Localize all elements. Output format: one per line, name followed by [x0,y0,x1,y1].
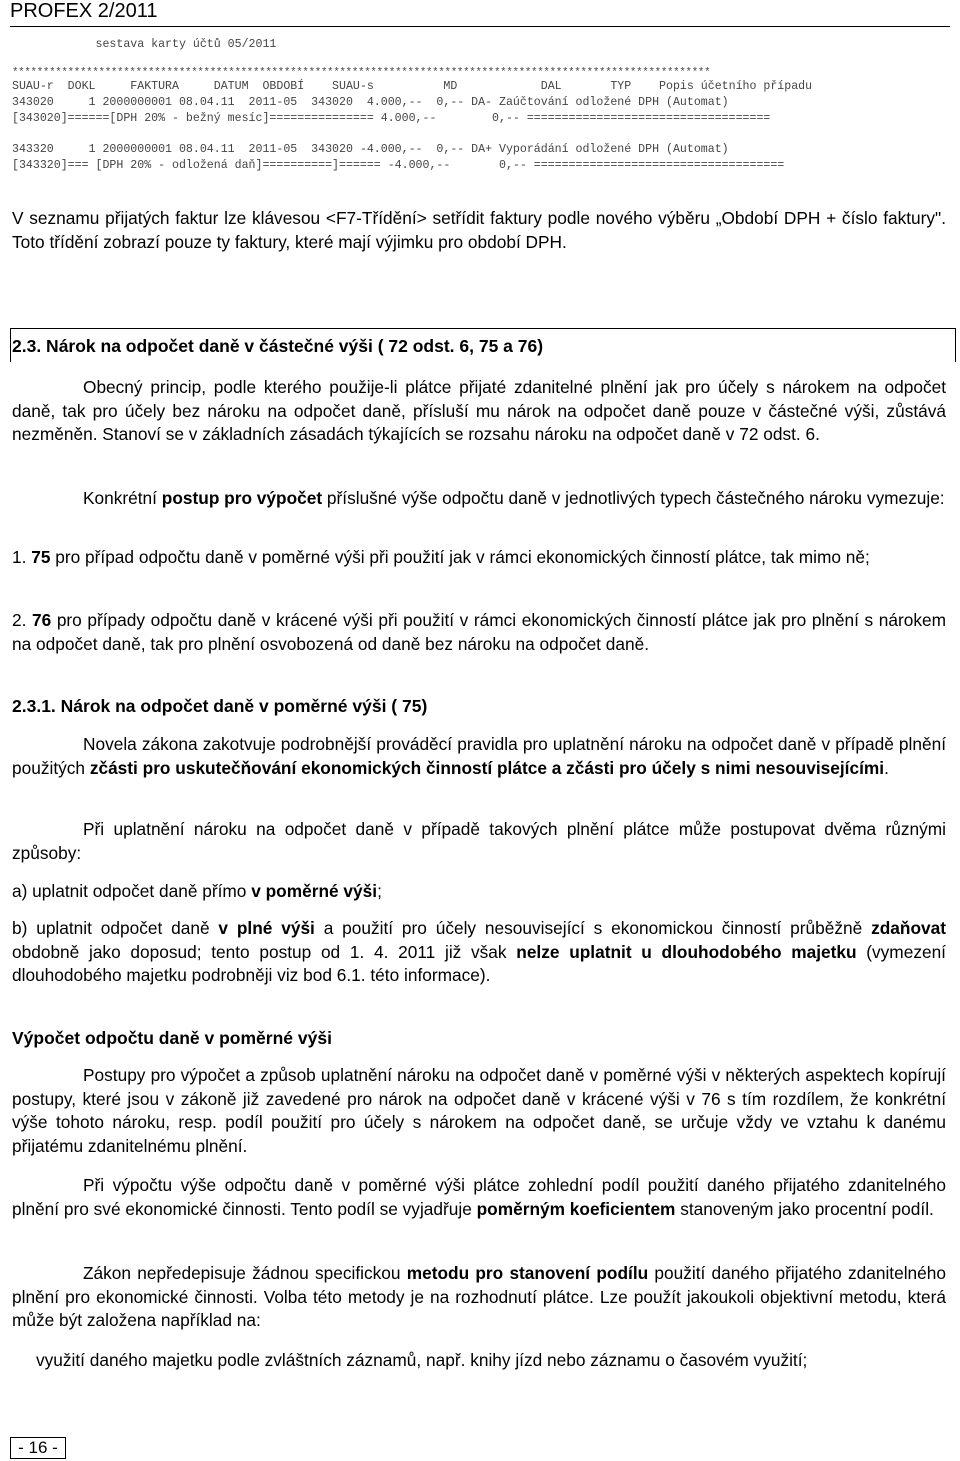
page-number: - 16 - [10,1437,66,1459]
intro-paragraph: V seznamu přijatých faktur lze klávesou <F7-Třídění> setřídit faktury podle nového výběru „Období DPH + číslo faktury". Toto třídění zobrazí pouze ty faktury, které mají výjimku pro období DPH. [12,208,946,252]
section-2-3-1-heading: 2.3.1. Nárok na odpočet daně v poměrné výši ( 75) [12,696,428,716]
section-2-3-1-paragraph-1: Novela zákona zakotvuje podrobnější prováděcí pravidla pro uplatnění nároku na odpočet daně v případě plnění použitých zčásti pro uskutečňování ekonomických činností plátce a zčásti pro účely s nimi nesouvisejícími. [12,734,946,778]
listing-line-3: 343020 1 2000000001 08.04.11 2011-05 343020 4.000,-- 0,-- DA- Zaúčtování odložené DPH (Automat) [12,96,729,109]
subsection-heading: Výpočet odpočtu daně v poměrné výši [12,1028,332,1048]
subsection-paragraph-2: Při výpočtu výše odpočtu daně v poměrné výši plátce zohlední podíl použití daného přijatého zdanitelného plnění pro své ekonomické činnosti. Tento podíl se vyjadřuje poměrným koeficientem stanoveným jako procentní podíl. [12,1175,946,1219]
listing-line-4: [343020]======[DPH 20% - bežný mesíc]=============== 4.000,-- 0,-- =================================== [12,112,771,125]
section-2-3-heading: 2.3. Nárok na odpočet daně v částečné výši ( 72 odst. 6, 75 a 76) [12,336,544,356]
listing-line-2: ***************************************************************************************************************** [12,67,711,79]
section-2-3-paragraph-1: Obecný princip, podle kterého použije-li plátce přijaté zdanitelné plnění jak pro účely s nárokem na odpočet daně, tak pro účely bez nároku na odpočet daně, přísluší mu nárok na odpočet daně pouze v částečné výši, zůstává nezměněn. Stanoví se v základních zásadách týkajících se rozsahu nároku na odpočet daně v 72 odst. 6. [12,377,946,444]
publication-title: PROFEX 2/2011 [10,0,158,22]
listing-line-5: 343320 1 2000000001 08.04.11 2011-05 343020 -4.000,-- 0,-- DA+ Vyporádání odložené DPH (Automat) [12,143,729,156]
subsection-paragraph-4: využití daného majetku podle zvláštních záznamů, např. knihy jízd nebo záznamu o časovém využití; [36,1350,808,1370]
header-rule [10,26,950,27]
section-2-3-1-paragraph-2: Při uplatnění nároku na odpočet daně v případě takových plnění plátce může postupovat dvěma různými způsoby: [12,819,946,863]
list-item-1: 1. 75 pro případ odpočtu daně v poměrné výši při použití jak v rámci ekonomických činností plátce, tak mimo ně; [12,547,870,567]
option-a: a) uplatnit odpočet daně přímo v poměrné výši; [12,881,382,901]
section-2-3-paragraph-2: Konkrétní postup pro výpočet příslušné výše odpočtu daně v jednotlivých typech částečného nároku vymezuje: [83,488,945,508]
subsection-paragraph-3: Zákon nepředepisuje žádnou specifickou metodu pro stanovení podílu použití daného přijatého zdanitelného plnění pro ekonomické činnosti. Volba této metody je na rozhodnutí plátce. Lze použít jakoukoli objektivní metodu, která může být založena například na: [12,1263,946,1330]
list-item-2: 2. 76 pro případy odpočtu daně v krácené výši při použití v rámci ekonomických činností plátce jak pro plnění s nárokem na odpočet daně, tak pro plnění osvobozená od daně bez nároku na odpočet daně. [12,610,946,654]
option-b: b) uplatnit odpočet daně v plné výši a použití pro účely nesouvisející s ekonomickou činností průběžně zdaňovat obdobně jako doposud; tento postup od 1. 4. 2011 již však nelze uplatnit u dlouhodobého majetku (vymezení dlouhodobého majetku podrobněji viz bod 6.1. této informace). [12,918,946,985]
listing-line-6: [343320]=== [DPH 20% - odložená daň]==========]====== -4.000,-- 0,-- ==================================== [12,159,785,172]
listing-line-1: sestava karty účtů 05/2011 [12,38,277,51]
subsection-paragraph-1: Postupy pro výpočet a způsob uplatnění nároku na odpočet daně v poměrné výši v některých aspektech kopírují postupy, které jsou v zákoně již zavedené pro nárok na odpočet daně v krácené výši v 76 s tím rozdílem, že konkrétní výše tohoto nároku, resp. podíl použití pro účely s nárokem na odpočet daně, se určuje vždy ve vztahu k danému přijatému zdanitelnému plnění. [12,1065,946,1156]
listing-header: SUAU-r DOKL FAKTURA DATUM OBDOBÍ SUAU-s MD DAL TYP Popis účetního případu [12,80,813,93]
